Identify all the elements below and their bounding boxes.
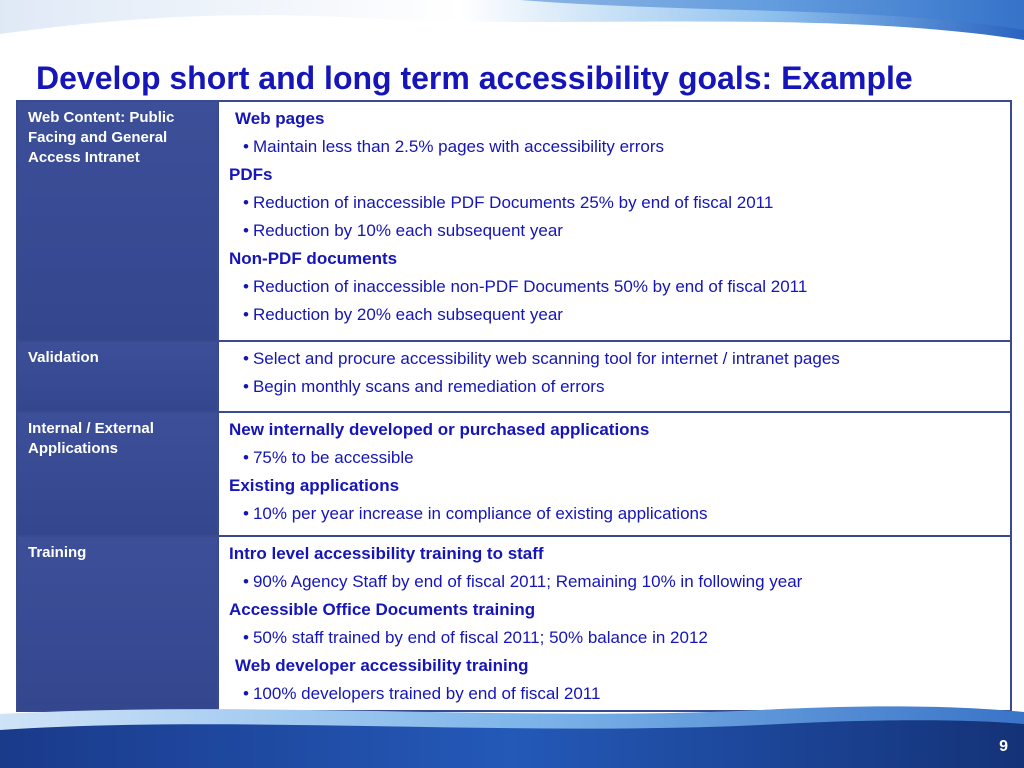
goal-heading: Accessible Office Documents training (229, 600, 536, 619)
bullet-icon: • (243, 193, 249, 212)
bullet-icon: • (243, 628, 249, 647)
bullet-icon: • (243, 377, 249, 396)
goal-bullet (229, 189, 1010, 217)
goal-bullet-text: 75% to be accessible (252, 448, 414, 467)
slide-title: Develop short and long term accessibility goals: Example (36, 60, 913, 96)
goal-bullet (229, 500, 1010, 528)
goal-heading: Web pages (235, 109, 325, 128)
goal-bullet (229, 444, 1010, 472)
goal-bullet-text: Reduction by 10% each subsequent year (252, 221, 563, 240)
bullet-icon: • (243, 349, 249, 368)
bullet-icon: • (243, 277, 249, 296)
bullet-icon: • (243, 221, 249, 240)
row-label-cell (17, 341, 218, 412)
bullet-icon: • (243, 684, 249, 703)
row-content-cell (218, 412, 1011, 536)
row-label-cell (17, 412, 218, 536)
goal-bullet (229, 345, 1010, 373)
goal-row (17, 412, 1011, 536)
bullet-icon: • (243, 305, 249, 324)
goal-heading: Existing applications (229, 476, 400, 495)
goals-table-body (17, 101, 1011, 711)
bullet-icon: • (243, 448, 249, 467)
goal-bullet (229, 133, 1010, 161)
goal-row (17, 341, 1011, 412)
row-label-cell (17, 536, 218, 711)
goal-bullet-text: 50% staff trained by end of fiscal 2011; 50% balance in 2012 (252, 628, 708, 647)
row-content-cell (218, 536, 1011, 711)
bottom-wave-decoration (0, 700, 1024, 768)
row-content-cell (218, 101, 1011, 341)
row-label: Validation (28, 349, 99, 366)
bullet-icon: • (243, 504, 249, 523)
goal-bullet-text: 100% developers trained by end of fiscal 2011 (252, 684, 601, 703)
goal-bullet-text: 10% per year increase in compliance of existing applications (252, 504, 708, 523)
goal-bullet (229, 568, 1010, 596)
goal-bullet-text: 90% Agency Staff by end of fiscal 2011; Remaining 10% in following year (252, 572, 803, 591)
goals-table (16, 100, 1012, 712)
goal-heading: Non-PDF documents (229, 249, 398, 268)
goal-bullet-text: Maintain less than 2.5% pages with accessibility errors (252, 137, 664, 156)
top-wave-decoration (0, 0, 1024, 60)
goal-heading: New internally developed or purchased applications (229, 420, 650, 439)
goal-bullet (229, 217, 1010, 245)
goal-bullet (229, 624, 1010, 652)
row-content-cell (218, 341, 1011, 412)
goal-row (17, 101, 1011, 341)
row-label-cell (17, 101, 218, 341)
row-label: Web Content: Public Facing and General Access Intranet (28, 109, 175, 166)
goal-bullet (229, 301, 1010, 329)
row-label: Training (28, 544, 87, 561)
goal-heading: Intro level accessibility training to staff (229, 544, 544, 563)
goal-heading: Web developer accessibility training (235, 656, 529, 675)
goal-bullet-text: Begin monthly scans and remediation of errors (252, 377, 605, 396)
goal-heading: PDFs (229, 165, 273, 184)
page-number: 9 (999, 738, 1008, 755)
goal-row (17, 536, 1011, 711)
goal-bullet (229, 373, 1010, 401)
row-label: Internal / External Applications (28, 420, 154, 457)
bullet-icon: • (243, 137, 249, 156)
goal-bullet-text: Reduction of inaccessible PDF Documents 25% by end of fiscal 2011 (252, 193, 774, 212)
goal-bullet (229, 273, 1010, 301)
goal-bullet-text: Reduction of inaccessible non-PDF Documents 50% by end of fiscal 2011 (252, 277, 808, 296)
goal-bullet-text: Select and procure accessibility web scanning tool for internet / intranet pages (252, 349, 840, 368)
bullet-icon: • (243, 572, 249, 591)
goal-bullet-text: Reduction by 20% each subsequent year (252, 305, 563, 324)
